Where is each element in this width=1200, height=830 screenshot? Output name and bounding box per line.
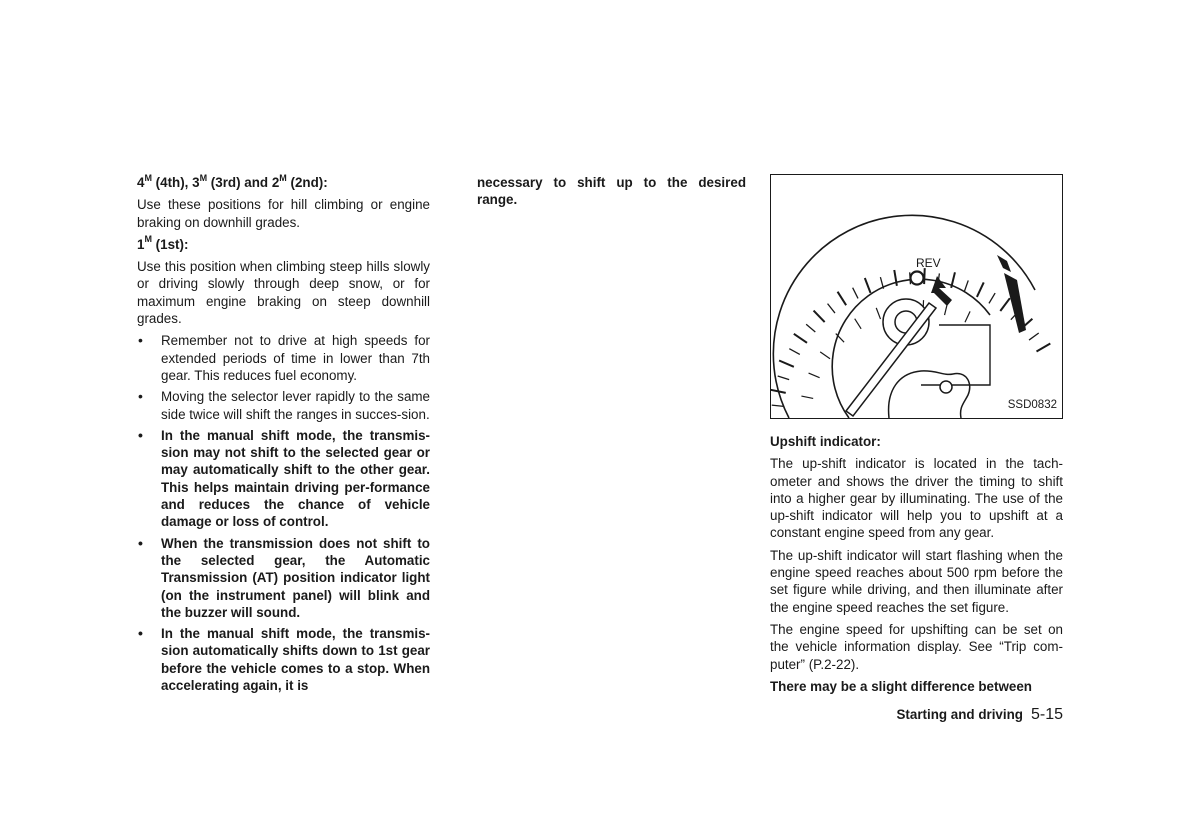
tick-mark bbox=[1000, 298, 1010, 311]
tick-mark bbox=[794, 334, 807, 343]
paragraph-upshift-location: The up-shift indicator is located in the tach-ometer and shows the driver the timing to shift into a higher gear by illuminating. The use of the up-shift indicator will help you to upshift at a constant engine speed from any gear. bbox=[770, 456, 1063, 541]
paragraph-upshift-setting: The engine speed for upshifting can be set on the vehicle information display. See “Trip com-puter” (P.2-22). bbox=[770, 621, 1063, 672]
tick-mark-inner bbox=[855, 319, 861, 329]
tick-mark bbox=[779, 361, 794, 367]
heading-4m-3m-2m bbox=[137, 174, 430, 191]
heading-part: 1 bbox=[137, 236, 145, 252]
list-item: • In the manual shift mode, the transmis-sion automatically shifts down to 1st gear before the vehicle comes to a stop. When accelerating again, it is bbox=[137, 625, 430, 694]
heading-part: (2nd): bbox=[286, 175, 328, 190]
heading-1m bbox=[137, 236, 430, 253]
page-number: 5-15 bbox=[1030, 706, 1063, 723]
lower-display-outline bbox=[889, 371, 970, 418]
paragraph-hill-climbing: Use these positions for hill climbing or engine braking on downhill grades. bbox=[137, 197, 430, 230]
tick-mark bbox=[1029, 333, 1039, 340]
dial-cutout bbox=[921, 325, 990, 385]
heading-part: 2 bbox=[271, 175, 280, 190]
heading-part: (3rd) and bbox=[207, 175, 272, 190]
heading-part: 4 bbox=[137, 175, 145, 190]
paragraph-steep-hills: Use this position when climbing steep hills slowly or driving slowly through deep snow, or for maximum engine braking on steep downhill grades. bbox=[137, 259, 430, 327]
tick-mark-inner bbox=[820, 352, 830, 359]
tick-mark bbox=[778, 376, 789, 380]
heading-sup: M bbox=[144, 172, 152, 183]
tachometer-figure bbox=[770, 174, 1063, 419]
paragraph-upshift-flashing: The up-shift indicator will start flashing when the engine speed reaches about 500 rpm before the set figure while driving, and then illuminate after the engine speed reaches the set figure. bbox=[770, 547, 1063, 615]
tick-mark bbox=[1036, 343, 1050, 351]
tick-mark bbox=[828, 304, 835, 313]
tick-mark-inner bbox=[801, 396, 813, 398]
heading-part: 3 bbox=[192, 175, 200, 190]
right-column bbox=[770, 174, 1063, 700]
tick-mark-inner bbox=[965, 311, 970, 322]
heading-sup: M bbox=[279, 172, 287, 183]
paragraph-continued: necessary to shift up to the desired range. bbox=[477, 175, 746, 208]
list-item: • Remember not to drive at high speeds for extended periods of time in lower than 7th gear. This reduces fuel economy. bbox=[137, 332, 430, 384]
tick-mark bbox=[865, 278, 871, 293]
upshift-lamp-icon bbox=[911, 272, 924, 285]
tick-mark bbox=[772, 405, 784, 406]
heading-part: (4th), bbox=[151, 175, 193, 190]
heading-sup: M bbox=[199, 172, 208, 183]
tick-mark bbox=[989, 293, 995, 303]
section-title: Starting and driving bbox=[896, 707, 1023, 722]
list-item: • When the transmission does not shift to the selected gear, the Automatic Transmission (AT) position indicator light (on the instrument panel) will blink and the buzzer will sound. bbox=[137, 535, 430, 621]
tick-mark-inner bbox=[809, 373, 820, 378]
redzone-band-upper bbox=[997, 255, 1011, 272]
tick-mark bbox=[853, 288, 858, 299]
tick-mark-inner bbox=[876, 308, 880, 319]
list-item: • In the manual shift mode, the transmis-sion may not shift to the selected gear or may automatically shift to the other gear. This helps maintain driving per-formance and reduces the chance of vehicle damage or loss of control. bbox=[137, 427, 430, 531]
rev-label: REV bbox=[916, 256, 941, 270]
left-column bbox=[137, 174, 430, 698]
tick-mark bbox=[814, 311, 825, 323]
page-footer bbox=[860, 706, 1063, 724]
tick-mark bbox=[964, 280, 968, 291]
heading-part: (1st): bbox=[151, 236, 189, 252]
heading-upshift-indicator: Upshift indicator: bbox=[770, 434, 881, 449]
tick-mark bbox=[977, 282, 984, 296]
lower-display-knob bbox=[940, 381, 952, 393]
figure-code: SSD0832 bbox=[1007, 398, 1057, 411]
tachometer-illustration bbox=[771, 175, 1062, 418]
heading-sup: M bbox=[144, 234, 152, 245]
list-item: • Moving the selector lever rapidly to the same side twice will shift the ranges in succes-sion. bbox=[137, 388, 430, 423]
paragraph-slight-difference: There may be a slight difference between bbox=[770, 678, 1032, 694]
tick-mark bbox=[789, 349, 800, 355]
caution-list bbox=[137, 332, 430, 694]
middle-column bbox=[477, 174, 746, 214]
tick-mark bbox=[838, 292, 847, 306]
tick-mark bbox=[806, 324, 815, 332]
